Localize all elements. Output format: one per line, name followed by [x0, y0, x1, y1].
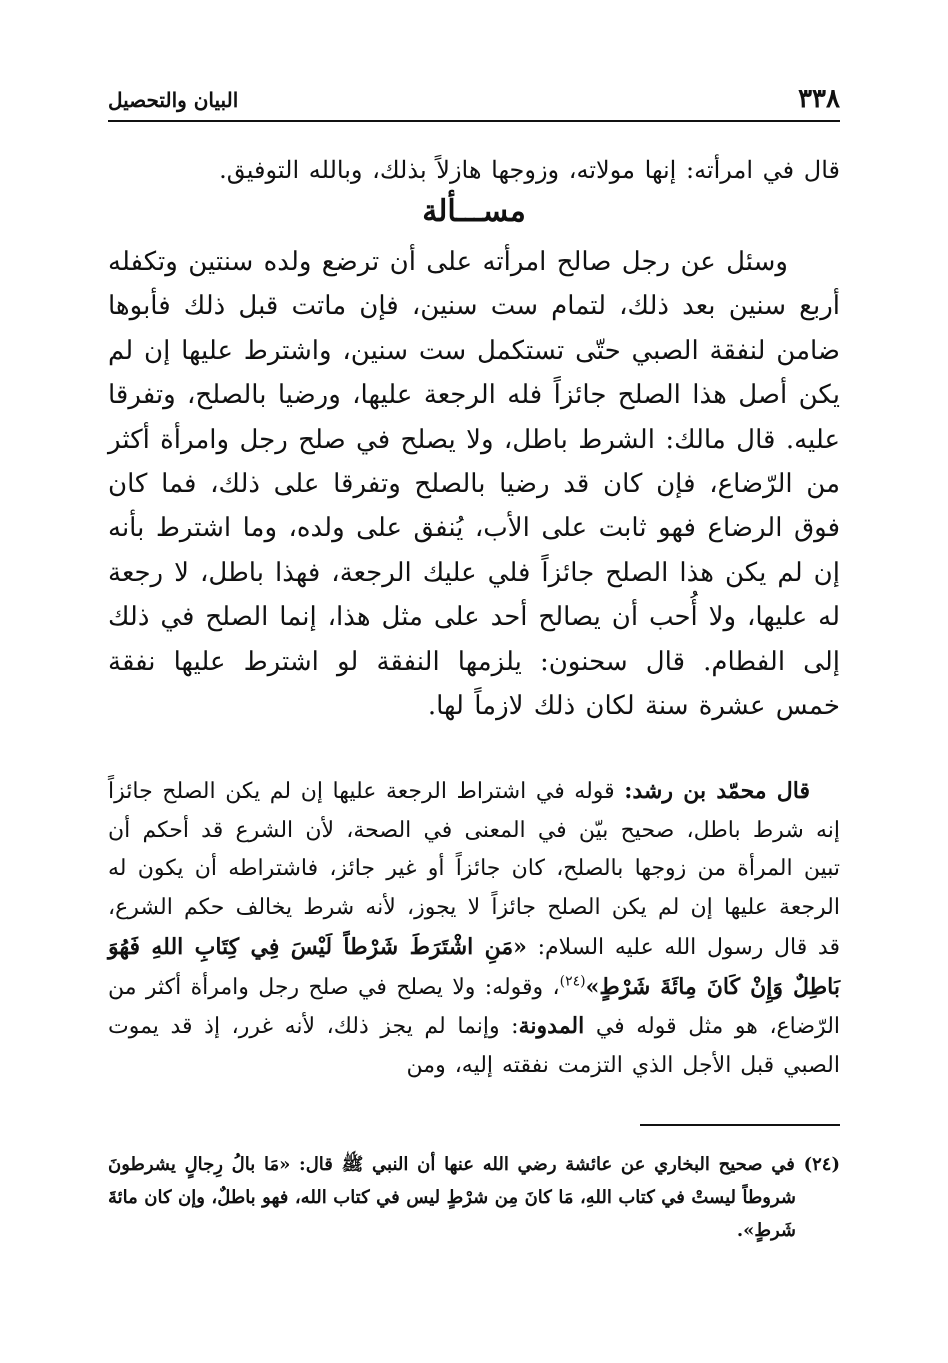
mudawwana-reference: المدونة	[518, 1013, 585, 1040]
commentary-text-part2: ، وقوله: ولا يصلح في صلح رجل وامرأة أكثر من الرّضاع، هو مثل قوله في	[108, 974, 841, 1040]
intro-paragraph: قال في امرأته: إنها مولاته، وزوجها هازلاً بذلك، وبالله التوفيق.	[219, 156, 840, 184]
page-header	[108, 84, 840, 122]
commentary-text-part1: قوله في اشتراط الرجعة عليها إن لم يكن الصلح جائزاً إنه شرط باطل، صحيح بيّن في المعنى في الصحة، لأن الشرع قد أحكم أن تبين المرأة من زوجها بالصلح، كان جائزاً أو غير جائز، فاشتراطه أن يكون له الرجعة عليها إن لم يكن الصلح جائزاً لا يجوز، لأنه شرط يخالف حكم الشرع، قد قال رسول الله عليه السلام:	[108, 779, 840, 960]
running-title: البيان والتحصيل	[108, 88, 239, 112]
section-heading: مســـألة	[422, 194, 526, 229]
commentary-text-part3: : وإنما لم يجز ذلك، لأنه غرر، إذ قد يموت الصبي قبل الأجل الذي التزمت نفقته إليه، ومن	[108, 1014, 840, 1078]
question-paragraph: وسئل عن رجل صالح امرأته على أن ترضع ولده سنتين وتكفله أربع سنين بعد ذلك، لتمام ست سنين، فإن ماتت قبل ذلك فأبوها ضامن لنفقة الصبي حتّى تستكمل ست سنين، واشترط عليها إن لم يكن أصل هذا الصلح جائزاً فله الرجعة عليها، ورضيا بالصلح، وتفرقا عليه. قال مالك: الشرط باطل، ولا يصلح في صلح رجل وامرأة أكثر من الرّضاع، فإن كان قد رضيا بالصلح وتفرقا على ذلك، فما كان فوق الرضاع فهو ثابت على الأب، يُنفق على ولده، وما اشترط بأنه إن لم يكن هذا الصلح جائزاً فلي عليك الرجعة، فهذا باطل، لا رجعة له عليها، ولا أُحب أن يصالح أحد على مثل هذا، إنما الصلح في ذلك إلى الفطام. قال سحنون: يلزمها النفقة لو اشترط عليها نفقة خمس عشرة سنة لكان ذلك لازماً لها.	[108, 247, 841, 722]
footnote-reference[interactable]: (٢٤)	[559, 973, 586, 990]
commentary-paragraph	[108, 772, 840, 1086]
page-number: ٣٣٨	[798, 84, 840, 114]
footnote-24: (٢٤) في صحيح البخاري عن عائشة رضي الله عنها أن النبي ﷺ قال: «مَا بالُ رِجالٍ يشرطونَ شروطاً ليستْ في كتاب اللهِ، مَا كانَ مِن شرْطٍ ليس في كتاب الله، فهو باطلٌ، وإن كان مائةَ شَرطٍ».	[108, 1154, 840, 1241]
footnote-separator	[640, 1124, 840, 1126]
hadith-quote: «مَنِ اشْتَرَطَ شَرْطاً لَيْسَ فِي كِتَابِ اللهِ فَهُوَ بَاطِلٌ وَإِنْ كَانَ مِائَةَ شَرْطٍ»	[108, 933, 840, 1000]
commentary-speaker: قال محمّد بن رشد:	[624, 778, 811, 804]
